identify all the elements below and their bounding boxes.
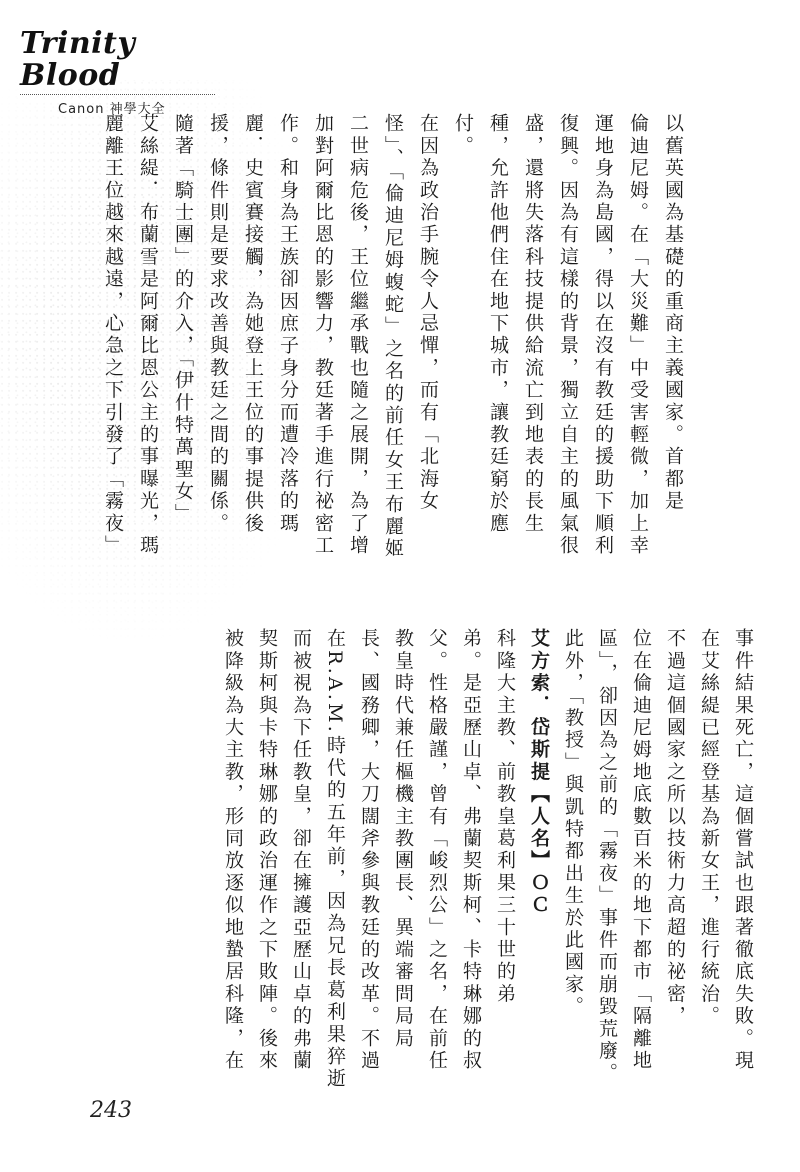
text-line: 怪」、「倫迪尼姆蝮蛇」之名的前任女王布麗姬	[382, 113, 404, 561]
series-logo: Trinity Blood	[20, 26, 136, 93]
text-line: 麗．史賓賽接觸，為她登上王位的事提供後	[242, 113, 264, 535]
text-line: 二世病危後，王位繼承戰也隨之展開，為了增	[347, 113, 369, 557]
text-line: 加對阿爾比恩的影響力，教廷著手進行祕密工	[312, 113, 334, 557]
text-line: 不過這個國家之所以技術力高超的祕密，	[664, 628, 686, 1028]
text-line: 麗離王位越來越遠，心急之下引發了「霧夜」	[102, 113, 124, 557]
text-line: 契斯柯與卡特琳娜的政治運作之下敗陣。後來	[256, 628, 278, 1072]
page-number: 243	[90, 1098, 132, 1123]
top-text-block	[95, 113, 690, 591]
text-line: 付。	[452, 113, 474, 158]
text-line: 作。和身為王族卻因庶子身分而遭冷落的瑪	[277, 113, 299, 535]
book-subtitle: Canon 神學大全	[58, 102, 166, 117]
text-line: 隨著「騎士團」的介入，「伊什特萬聖女」	[172, 113, 194, 526]
text-line: 復興。因為有這樣的背景，獨立自主的風氣很	[557, 113, 579, 557]
header-rule	[20, 94, 215, 95]
text-line: 援，條件則是要求改善與教廷之間的關係。	[207, 113, 229, 535]
entry-heading: 艾方索．岱斯提【人名】ＯＣ	[528, 628, 550, 917]
text-line: 弟。是亞歷山卓、弗蘭契斯柯、卡特琳娜的叔	[460, 628, 482, 1072]
text-line: 科隆大主教、前教皇葛利果三十世的弟	[494, 628, 516, 1006]
text-line: 盛，還將失落科技提供給流亡到地表的長生	[522, 113, 544, 535]
text-line: 長、國務卿，大刀闊斧參與教廷的改革。不過	[358, 628, 380, 1072]
text-line: 而被視為下任教皇，卻在擁護亞歷山卓的弗蘭	[290, 628, 312, 1072]
text-line: 運地身為島國，得以在沒有教廷的援助下順利	[592, 113, 614, 557]
text-line: 種，允許他們住在地下城市，讓教廷窮於應	[487, 113, 509, 535]
text-line: 此外，「教授」與凱特都出生於此國家。	[562, 628, 584, 1019]
text-line: 位在倫迪尼姆地底數百米的地下都市「隔離地	[630, 628, 652, 1072]
text-line: 艾絲緹．布蘭雪是阿爾比恩公主的事曝光，瑪	[137, 113, 159, 557]
text-line: 教皇時代兼任樞機主教團長、異端審問局局	[392, 628, 414, 1050]
text-line: 以舊英國為基礎的重商主義國家。首都是	[662, 113, 684, 513]
text-line: 在艾絲緹已經登基為新女王，進行統治。	[698, 628, 720, 1028]
bottom-text-block	[216, 628, 760, 1106]
running-header	[20, 28, 220, 117]
text-line: 被降級為大主教，形同放逐似地蟄居科隆，在	[222, 628, 244, 1072]
text-line: 事件結果死亡，這個嘗試也跟著徹底失敗。現	[732, 628, 754, 1072]
text-line: 在R.A.M.時代的五年前，因為兄長葛利果猝逝	[324, 628, 346, 1091]
text-line: 倫迪尼姆。在「大災難」中受害輕微，加上幸	[627, 113, 649, 557]
text-line: 區」，卻因為之前的「霧夜」事件而崩毀荒廢。	[596, 628, 618, 1085]
text-line: 父。性格嚴謹，曾有「峻烈公」之名，在前任	[426, 628, 448, 1072]
text-line: 在因為政治手腕令人忌憚，而有「北海女	[417, 113, 439, 513]
